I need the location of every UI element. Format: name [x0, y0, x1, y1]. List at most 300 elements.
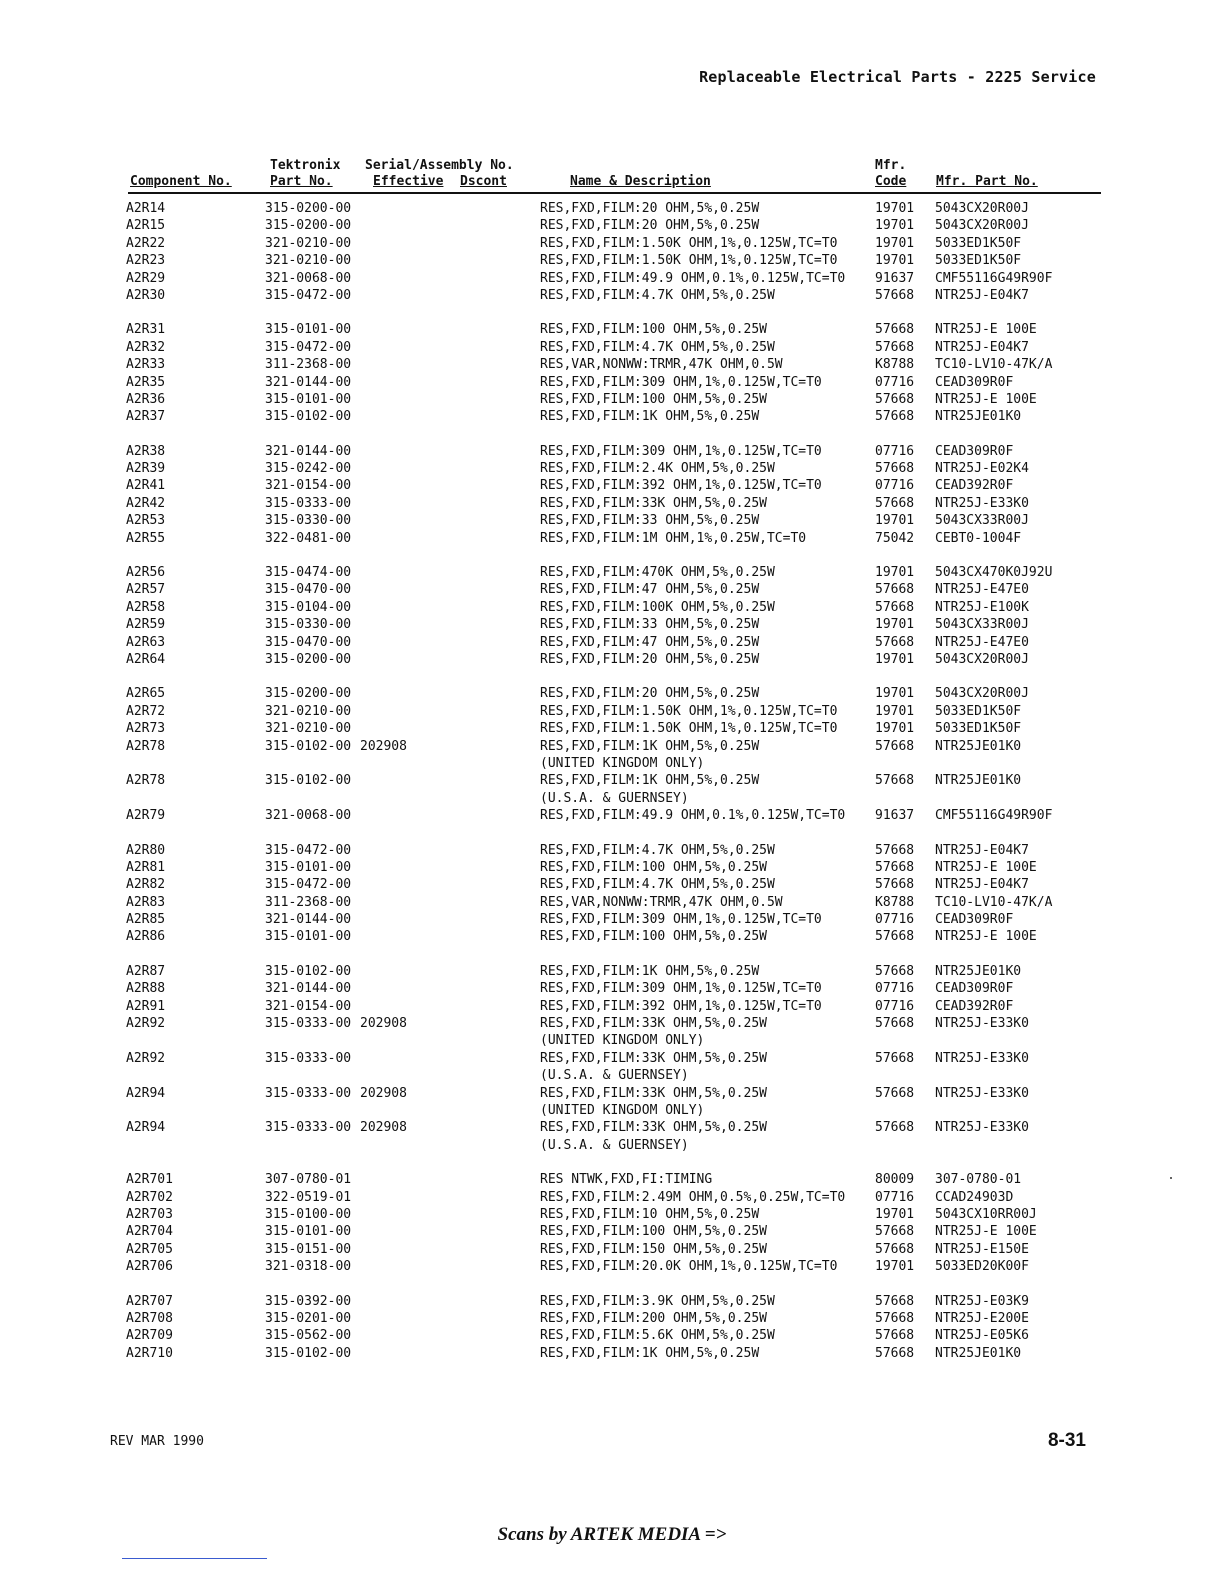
description-line: RES,FXD,FILM:2.49M OHM,0.5%,0.25W,TC=T0	[540, 1189, 846, 1205]
component-no: A2R31	[126, 322, 166, 338]
description-line: RES,FXD,FILM:100 OHM,5%,0.25W	[540, 929, 767, 945]
description	[540, 1293, 775, 1310]
component-no: A2R704	[126, 1224, 173, 1240]
component-no: A2R14	[126, 201, 166, 216]
description	[540, 512, 759, 529]
description-line: RES,FXD,FILM:1.50K OHM,1%,0.125W,TC=T0	[540, 253, 838, 269]
col-head-serial: Serial/Assembly No.	[365, 158, 514, 173]
description	[540, 1241, 767, 1258]
table-row	[120, 1310, 1110, 1327]
part-no: 315-0101-00	[265, 859, 352, 875]
table-row	[120, 685, 1110, 702]
description-line: RES,VAR,NONWW:TRMR,47K OHM,0.5W	[540, 357, 783, 373]
description	[540, 876, 775, 893]
description-line: RES,FXD,FILM:100 OHM,5%,0.25W	[540, 391, 767, 407]
part-no: 315-0333-00	[265, 1050, 352, 1066]
description-line: RES,FXD,FILM:33K OHM,5%,0.25W	[540, 1085, 767, 1101]
mfr-code: 19701	[875, 686, 915, 702]
mfr-part-no: NTR25JE01K0	[935, 409, 1022, 425]
mfr-code: 19701	[875, 617, 915, 633]
mfr-part-no: 307-0780-01	[935, 1172, 1022, 1188]
description	[540, 1310, 767, 1327]
description	[540, 651, 759, 668]
mfr-part-no: CEBT0-1004F	[935, 530, 1022, 546]
component-no: A2R705	[126, 1241, 173, 1257]
description	[540, 391, 767, 408]
description-line: RES,FXD,FILM:100K OHM,5%,0.25W	[540, 599, 775, 615]
mfr-part-no: NTR25J-E33K0	[935, 1050, 1029, 1066]
mfr-code: 57668	[875, 877, 915, 893]
description-line: RES,FXD,FILM:4.7K OHM,5%,0.25W	[540, 842, 775, 858]
component-no: A2R39	[126, 461, 166, 477]
description	[540, 374, 822, 391]
component-no: A2R91	[126, 998, 166, 1014]
part-no: 315-0562-00	[265, 1328, 352, 1344]
scan-credit: Scans by ARTEK MEDIA =>	[497, 1524, 727, 1545]
parts-group	[120, 1293, 1110, 1363]
description-line: RES,FXD,FILM:49.9 OHM,0.1%,0.125W,TC=T0	[540, 808, 846, 824]
part-no: 311-2368-00	[265, 357, 352, 373]
mfr-part-no: NTR25J-E100K	[935, 599, 1029, 615]
mfr-code: 57668	[875, 963, 915, 979]
table-row	[120, 894, 1110, 911]
description-line: RES,FXD,FILM:1K OHM,5%,0.25W	[540, 409, 760, 425]
description	[540, 477, 822, 494]
description	[540, 495, 767, 512]
component-no: A2R42	[126, 495, 166, 511]
description-line: RES,FXD,FILM:33 OHM,5%,0.25W	[540, 513, 760, 529]
mfr-part-no: 5033ED1K50F	[935, 235, 1022, 251]
description-line: RES,FXD,FILM:1K OHM,5%,0.25W	[540, 773, 760, 789]
mfr-part-no: 5043CX20R00J	[935, 686, 1029, 702]
mfr-code: 57668	[875, 599, 915, 615]
description-line: RES,FXD,FILM:33K OHM,5%,0.25W	[540, 1050, 767, 1066]
mfr-part-no: 5043CX33R00J	[935, 617, 1029, 633]
description-note: (U.S.A. & GUERNSEY)	[540, 1137, 689, 1153]
description-line: RES,FXD,FILM:20 OHM,5%,0.25W	[540, 201, 760, 216]
description	[540, 356, 783, 373]
description-line: RES,FXD,FILM:10 OHM,5%,0.25W	[540, 1207, 760, 1223]
part-no: 315-0330-00	[265, 617, 352, 633]
part-no: 321-0154-00	[265, 478, 352, 494]
page-header-title: Replaceable Electrical Parts - 2225 Service	[699, 68, 1096, 86]
mfr-code: 57668	[875, 322, 915, 338]
mfr-code: 57668	[875, 842, 915, 858]
mfr-code: 19701	[875, 703, 915, 719]
table-row	[120, 564, 1110, 581]
component-no: A2R15	[126, 218, 166, 234]
table-row	[120, 928, 1110, 945]
description	[540, 460, 775, 477]
mfr-code: 57668	[875, 582, 915, 598]
description	[540, 1206, 759, 1223]
component-no: A2R79	[126, 808, 166, 824]
description-line: RES,FXD,FILM:20 OHM,5%,0.25W	[540, 218, 760, 234]
mfr-code: K8788	[875, 357, 915, 373]
table-row	[120, 391, 1110, 408]
part-no: 315-0104-00	[265, 599, 352, 615]
table-row	[120, 443, 1110, 460]
description-line: RES,FXD,FILM:1K OHM,5%,0.25W	[540, 738, 760, 754]
part-no: 321-0318-00	[265, 1259, 352, 1275]
mfr-part-no: 5043CX33R00J	[935, 513, 1029, 529]
mfr-code: 57668	[875, 1328, 915, 1344]
description-note: (U.S.A. & GUERNSEY)	[540, 790, 689, 806]
parts-group	[120, 842, 1110, 946]
mfr-code: 19701	[875, 1259, 915, 1275]
description	[540, 235, 837, 252]
component-no: A2R72	[126, 703, 166, 719]
table-row	[120, 252, 1110, 269]
component-no: A2R706	[126, 1259, 173, 1275]
part-no: 321-0144-00	[265, 443, 352, 459]
part-no: 315-0242-00	[265, 461, 352, 477]
mfr-part-no: 5033ED20K00F	[935, 1259, 1029, 1275]
component-no: A2R703	[126, 1207, 173, 1223]
description-line: RES,FXD,FILM:1K OHM,5%,0.25W	[540, 963, 760, 979]
component-no: A2R707	[126, 1293, 173, 1309]
mfr-part-no: NTR25J-E04K7	[935, 287, 1029, 303]
mfr-code: 19701	[875, 651, 915, 667]
part-no: 315-0101-00	[265, 1224, 352, 1240]
description-line: RES,FXD,FILM:49.9 OHM,0.1%,0.125W,TC=T0	[540, 270, 846, 286]
table-row	[120, 1327, 1110, 1344]
part-no: 315-0330-00	[265, 513, 352, 529]
description-line: RES,FXD,FILM:470K OHM,5%,0.25W	[540, 565, 775, 581]
mfr-part-no: 5043CX10RR00J	[935, 1207, 1037, 1223]
description-line: RES,FXD,FILM:5.6K OHM,5%,0.25W	[540, 1328, 775, 1344]
description-line: RES,VAR,NONWW:TRMR,47K OHM,0.5W	[540, 894, 783, 910]
component-no: A2R32	[126, 339, 166, 355]
effective-serial: 202908	[360, 1085, 407, 1101]
table-row	[120, 495, 1110, 512]
description-line: RES,FXD,FILM:2.4K OHM,5%,0.25W	[540, 461, 775, 477]
description	[540, 287, 775, 304]
mfr-code: 07716	[875, 981, 915, 997]
table-row	[120, 408, 1110, 425]
description-note: (UNITED KINGDOM ONLY)	[540, 1033, 705, 1049]
part-no: 315-0333-00	[265, 1085, 352, 1101]
mfr-code: 57668	[875, 1345, 915, 1361]
table-row	[120, 477, 1110, 494]
component-no: A2R23	[126, 253, 166, 269]
part-no: 315-0333-00	[265, 1016, 352, 1032]
component-no: A2R33	[126, 357, 166, 373]
parts-group	[120, 443, 1110, 547]
component-no: A2R80	[126, 842, 166, 858]
table-row	[120, 634, 1110, 651]
component-no: A2R94	[126, 1120, 166, 1136]
mfr-code: 07716	[875, 1189, 915, 1205]
description	[540, 270, 845, 287]
component-no: A2R78	[126, 738, 166, 754]
component-no: A2R86	[126, 929, 166, 945]
mfr-code: 19701	[875, 201, 915, 216]
component-no: A2R35	[126, 374, 166, 390]
table-row	[120, 599, 1110, 616]
mfr-code: 80009	[875, 1172, 915, 1188]
part-no: 311-2368-00	[265, 894, 352, 910]
description	[540, 685, 759, 702]
mfr-code: 57668	[875, 1310, 915, 1326]
component-no: A2R37	[126, 409, 166, 425]
mfr-part-no: NTR25JE01K0	[935, 738, 1022, 754]
mfr-part-no: NTR25J-E47E0	[935, 634, 1029, 650]
description	[540, 581, 759, 598]
part-no: 315-0472-00	[265, 339, 352, 355]
description	[540, 859, 767, 876]
description	[540, 217, 759, 234]
part-no: 315-0201-00	[265, 1310, 352, 1326]
part-no: 321-0210-00	[265, 703, 352, 719]
description	[540, 842, 775, 859]
component-no: A2R41	[126, 478, 166, 494]
mfr-part-no: NTR25J-E 100E	[935, 1224, 1037, 1240]
component-no: A2R65	[126, 686, 166, 702]
description-line: RES,FXD,FILM:4.7K OHM,5%,0.25W	[540, 877, 775, 893]
mfr-code: 57668	[875, 634, 915, 650]
part-no: 321-0144-00	[265, 374, 352, 390]
description-line: RES,FXD,FILM:20 OHM,5%,0.25W	[540, 651, 760, 667]
mfr-part-no: NTR25J-E33K0	[935, 495, 1029, 511]
mfr-part-no: CEAD309R0F	[935, 443, 1014, 459]
mfr-code: 57668	[875, 1120, 915, 1136]
description-line: RES,FXD,FILM:33K OHM,5%,0.25W	[540, 1016, 767, 1032]
mfr-part-no: 5043CX20R00J	[935, 218, 1029, 234]
mfr-code: 57668	[875, 495, 915, 511]
description	[540, 408, 759, 425]
component-no: A2R57	[126, 582, 166, 598]
parts-group	[120, 963, 1110, 1154]
mfr-part-no: 5033ED1K50F	[935, 253, 1022, 269]
component-no: A2R702	[126, 1189, 173, 1205]
table-row	[120, 287, 1110, 304]
part-no: 315-0102-00	[265, 963, 352, 979]
part-no: 315-0100-00	[265, 1207, 352, 1223]
part-no: 322-0481-00	[265, 530, 352, 546]
parts-group	[120, 200, 1110, 304]
description-line: RES,FXD,FILM:100 OHM,5%,0.25W	[540, 859, 767, 875]
component-no: A2R701	[126, 1172, 173, 1188]
col-head-dscont: Dscont	[460, 174, 507, 189]
mfr-code: 57668	[875, 1085, 915, 1101]
description	[540, 720, 837, 737]
description	[540, 1015, 767, 1050]
description	[540, 963, 759, 980]
description	[540, 807, 845, 824]
description-line: RES,FXD,FILM:3.9K OHM,5%,0.25W	[540, 1293, 775, 1309]
table-row	[120, 270, 1110, 287]
component-no: A2R59	[126, 617, 166, 633]
mfr-part-no: CEAD309R0F	[935, 912, 1014, 928]
description-line: RES,FXD,FILM:33K OHM,5%,0.25W	[540, 495, 767, 511]
description	[540, 1189, 845, 1206]
description	[540, 1171, 712, 1188]
column-headers	[128, 158, 1101, 194]
description	[540, 1223, 767, 1240]
mfr-part-no: CEAD309R0F	[935, 374, 1014, 390]
description	[540, 252, 837, 269]
table-row	[120, 911, 1110, 928]
table-row	[120, 321, 1110, 338]
mfr-code: 57668	[875, 1293, 915, 1309]
table-row	[120, 703, 1110, 720]
component-no: A2R55	[126, 530, 166, 546]
description	[540, 634, 759, 651]
table-row	[120, 1223, 1110, 1240]
mfr-part-no: CCAD24903D	[935, 1189, 1014, 1205]
table-row	[120, 235, 1110, 252]
part-no: 315-0200-00	[265, 201, 352, 216]
description	[540, 911, 822, 928]
mfr-part-no: NTR25J-E47E0	[935, 582, 1029, 598]
description	[540, 339, 775, 356]
description	[540, 321, 767, 338]
component-no: A2R29	[126, 270, 166, 286]
description-line: RES,FXD,FILM:20.0K OHM,1%,0.125W,TC=T0	[540, 1259, 838, 1275]
part-no: 315-0102-00	[265, 1345, 352, 1361]
part-no: 321-0210-00	[265, 235, 352, 251]
description-line: RES,FXD,FILM:100 OHM,5%,0.25W	[540, 322, 767, 338]
mfr-part-no: 5033ED1K50F	[935, 703, 1022, 719]
mfr-code: 91637	[875, 270, 915, 286]
mfr-code: 07716	[875, 374, 915, 390]
description	[540, 1258, 837, 1275]
mfr-code: 57668	[875, 391, 915, 407]
mfr-code: 19701	[875, 253, 915, 269]
mfr-code: 75042	[875, 530, 915, 546]
part-no: 322-0519-01	[265, 1189, 352, 1205]
mfr-code: 57668	[875, 461, 915, 477]
description-line: RES,FXD,FILM:309 OHM,1%,0.125W,TC=T0	[540, 443, 822, 459]
mfr-code: 57668	[875, 1050, 915, 1066]
component-no: A2R53	[126, 513, 166, 529]
mfr-part-no: NTR25J-E04K7	[935, 842, 1029, 858]
description	[540, 200, 759, 217]
col-head-part-no: Part No.	[270, 174, 333, 189]
mfr-part-no: NTR25J-E 100E	[935, 859, 1037, 875]
table-row	[120, 1015, 1110, 1050]
table-row	[120, 720, 1110, 737]
table-row	[120, 980, 1110, 997]
description	[540, 443, 822, 460]
description	[540, 1345, 759, 1362]
description-line: RES,FXD,FILM:33 OHM,5%,0.25W	[540, 617, 760, 633]
table-row	[120, 460, 1110, 477]
part-no: 315-0101-00	[265, 929, 352, 945]
col-head-effective: Effective	[373, 174, 444, 189]
component-no: A2R94	[126, 1085, 166, 1101]
component-no: A2R708	[126, 1310, 173, 1326]
mfr-code: 57668	[875, 773, 915, 789]
mfr-code: 07716	[875, 443, 915, 459]
mfr-code: 07716	[875, 998, 915, 1014]
part-no: 315-0470-00	[265, 582, 352, 598]
component-no: A2R88	[126, 981, 166, 997]
col-head-code: Code	[875, 174, 907, 189]
mfr-code: 57668	[875, 409, 915, 425]
table-row	[120, 530, 1110, 547]
mfr-code: 07716	[875, 478, 915, 494]
description	[540, 599, 775, 616]
table-row	[120, 200, 1110, 217]
mfr-part-no: NTR25J-E02K4	[935, 461, 1029, 477]
part-no: 315-0151-00	[265, 1241, 352, 1257]
part-no: 315-0200-00	[265, 651, 352, 667]
part-no: 307-0780-01	[265, 1172, 352, 1188]
description-line: RES,FXD,FILM:100 OHM,5%,0.25W	[540, 1224, 767, 1240]
col-head-name-desc: Name & Description	[570, 174, 711, 189]
part-no: 321-0144-00	[265, 912, 352, 928]
description	[540, 530, 806, 547]
table-row	[120, 1293, 1110, 1310]
part-no: 315-0474-00	[265, 565, 352, 581]
description-line: RES,FXD,FILM:309 OHM,1%,0.125W,TC=T0	[540, 912, 822, 928]
mfr-code: 07716	[875, 912, 915, 928]
component-no: A2R87	[126, 963, 166, 979]
scan-speck	[1170, 1177, 1172, 1179]
part-no: 315-0470-00	[265, 634, 352, 650]
description-line: RES,FXD,FILM:1M OHM,1%,0.25W,TC=T0	[540, 530, 807, 546]
description-line: RES,FXD,FILM:33K OHM,5%,0.25W	[540, 1120, 767, 1136]
table-row	[120, 512, 1110, 529]
component-no: A2R92	[126, 1016, 166, 1032]
mfr-part-no: NTR25J-E200E	[935, 1310, 1029, 1326]
mfr-code: 57668	[875, 287, 915, 303]
part-no: 315-0102-00	[265, 409, 352, 425]
table-row	[120, 651, 1110, 668]
mfr-part-no: NTR25J-E33K0	[935, 1016, 1029, 1032]
mfr-part-no: NTR25J-E 100E	[935, 391, 1037, 407]
description-line: RES,FXD,FILM:1.50K OHM,1%,0.125W,TC=T0	[540, 703, 838, 719]
part-no: 315-0333-00	[265, 495, 352, 511]
parts-group	[120, 564, 1110, 668]
description	[540, 998, 822, 1015]
table-row	[120, 616, 1110, 633]
table-row	[120, 217, 1110, 234]
table-row	[120, 859, 1110, 876]
component-no: A2R73	[126, 721, 166, 737]
part-no: 315-0102-00	[265, 738, 352, 754]
mfr-part-no: NTR25J-E 100E	[935, 322, 1037, 338]
mfr-part-no: NTR25J-E03K9	[935, 1293, 1029, 1309]
component-no: A2R83	[126, 894, 166, 910]
table-row	[120, 963, 1110, 980]
part-no: 321-0210-00	[265, 253, 352, 269]
mfr-part-no: TC10-LV10-47K/A	[935, 357, 1053, 373]
mfr-part-no: CEAD309R0F	[935, 981, 1014, 997]
description	[540, 703, 837, 720]
component-no: A2R92	[126, 1050, 166, 1066]
component-no: A2R709	[126, 1328, 173, 1344]
description-line: RES,FXD,FILM:392 OHM,1%,0.125W,TC=T0	[540, 478, 822, 494]
component-no: A2R710	[126, 1345, 173, 1361]
table-row	[120, 1189, 1110, 1206]
parts-group	[120, 321, 1110, 425]
credit-underline	[122, 1558, 267, 1559]
component-no: A2R82	[126, 877, 166, 893]
mfr-code: 57668	[875, 339, 915, 355]
mfr-part-no: TC10-LV10-47K/A	[935, 894, 1053, 910]
part-no: 315-0102-00	[265, 773, 352, 789]
table-row	[120, 998, 1110, 1015]
mfr-part-no: NTR25J-E150E	[935, 1241, 1029, 1257]
description-line: RES,FXD,FILM:1.50K OHM,1%,0.125W,TC=T0	[540, 721, 838, 737]
description	[540, 1327, 775, 1344]
part-no: 315-0200-00	[265, 218, 352, 234]
col-head-mfr-part-no: Mfr. Part No.	[936, 174, 1038, 189]
table-row	[120, 356, 1110, 373]
